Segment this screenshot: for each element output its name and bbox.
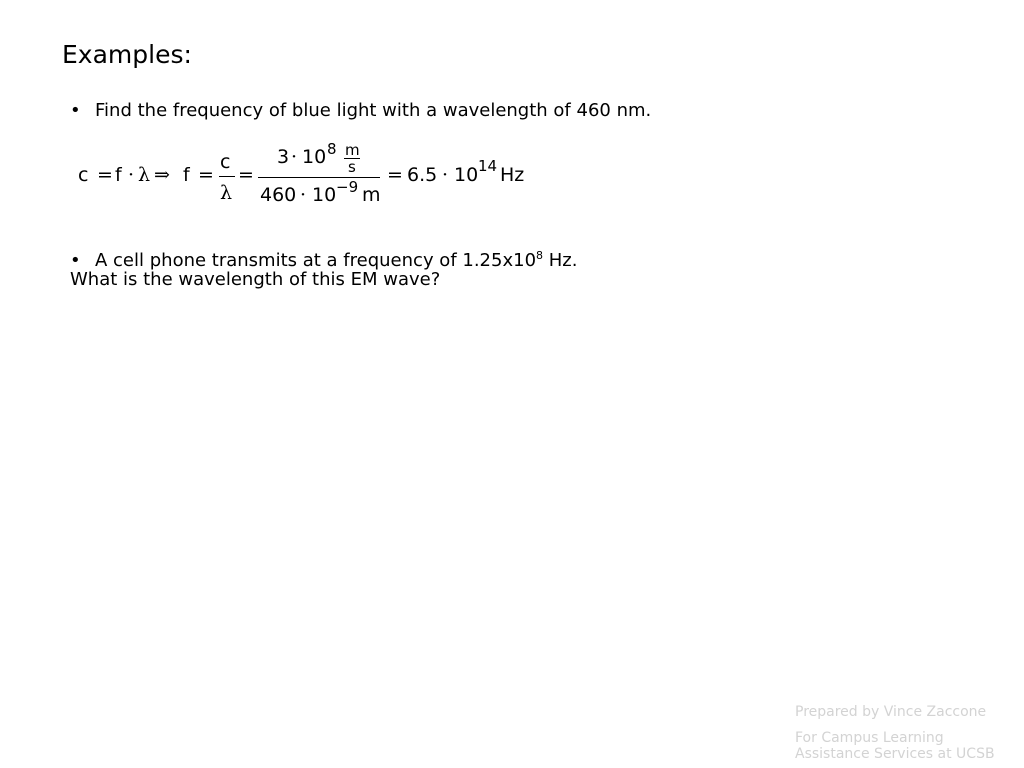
example-2-line2: What is the wavelength of this EM wave? (70, 269, 441, 290)
result-exponent: 14 (478, 157, 498, 175)
fraction-bar-1 (219, 176, 235, 177)
example-2-exponent: 8 (536, 249, 544, 262)
den-coeff: 460 (260, 184, 297, 206)
bullet-dot: • (70, 100, 81, 121)
result-dot: · (442, 164, 449, 186)
eq-implies: ⇒ (154, 164, 170, 186)
den-exponent: −9 (336, 178, 359, 196)
eq-c: c (78, 164, 89, 186)
example-2-line1-prefix: A cell phone transmits at a frequency of 1.25x10 (95, 250, 537, 271)
frac-denominator-lambda: λ (220, 182, 233, 204)
eq-equals-2: = (198, 164, 214, 186)
result-coeff: 6.5 (407, 164, 438, 186)
eq-lambda-1: λ (138, 164, 151, 186)
num-dot: · (291, 146, 298, 168)
num-base: 10 (302, 146, 327, 168)
result-base: 10 (454, 164, 479, 186)
frequency-equation (78, 140, 548, 212)
footer-prepared-by: Prepared by Vince Zaccone (795, 704, 987, 720)
eq-f-2: f (183, 164, 190, 186)
unit-numerator-m: m (345, 141, 360, 159)
frac-numerator-c: c (220, 151, 231, 173)
eq-equals-1: = (97, 164, 113, 186)
unit-denominator-s: s (348, 158, 356, 176)
den-unit: m (362, 184, 381, 206)
num-coeff: 3 (277, 146, 290, 168)
eq-equals-4: = (387, 164, 403, 186)
footer-for-line: For Campus Learning Assistance Services at UCSB (795, 730, 995, 762)
bullet-example-1 (70, 99, 651, 123)
den-base: 10 (312, 184, 337, 206)
bullet-dot: • (70, 250, 81, 271)
eq-equals-3: = (238, 164, 254, 186)
example-2-line1-suffix: Hz. (543, 250, 578, 271)
eq-f-1: f (115, 164, 122, 186)
den-dot: · (300, 184, 307, 206)
fraction-bar-2 (258, 177, 380, 178)
result-unit: Hz (500, 164, 525, 186)
eq-dot-1: · (128, 164, 135, 186)
slide-title: Examples: (62, 40, 192, 69)
num-exponent: 8 (327, 140, 337, 158)
example-1-text: Find the frequency of blue light with a wavelength of 460 nm. (95, 100, 652, 121)
